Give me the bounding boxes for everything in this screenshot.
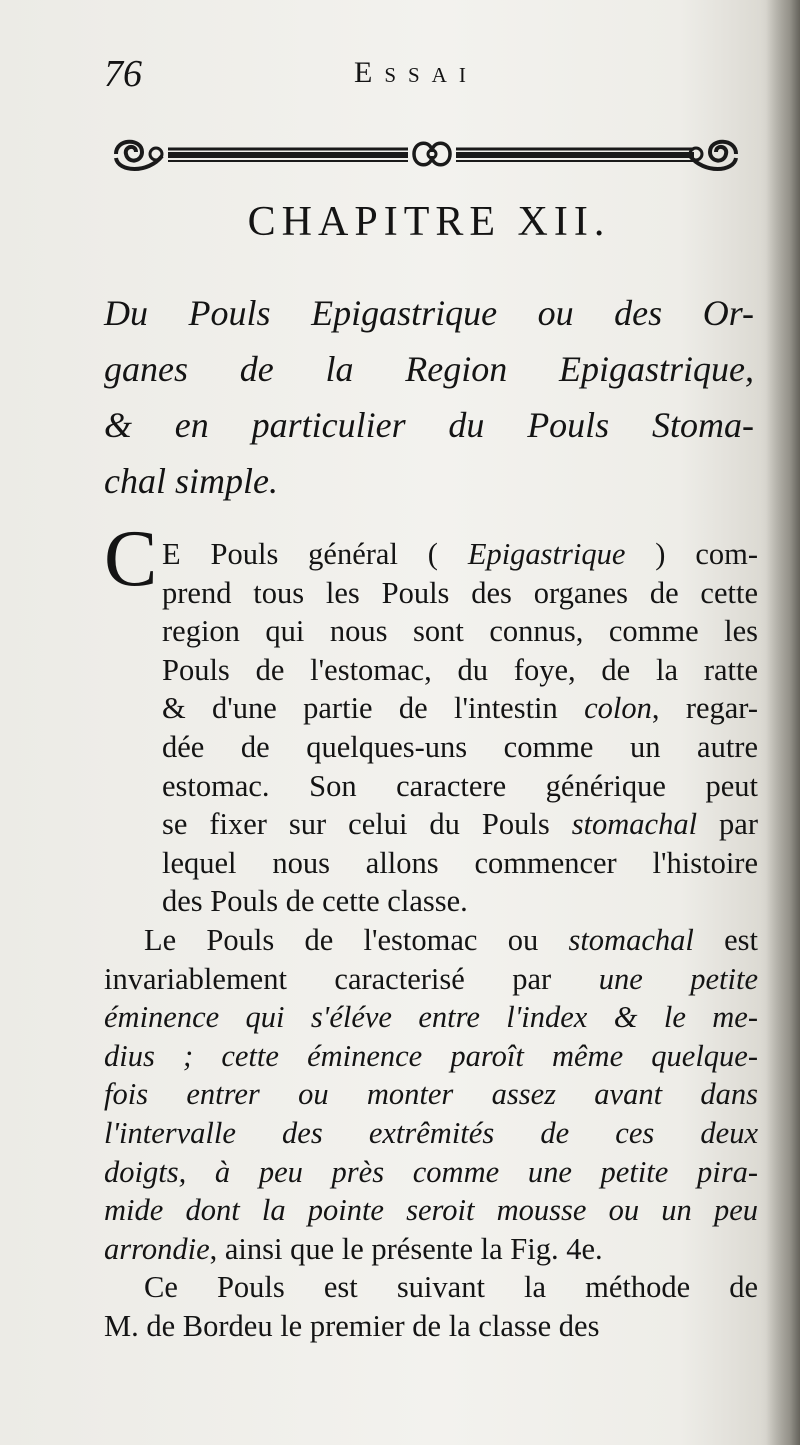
italic-run: Epigastrique bbox=[467, 537, 626, 571]
text-run: , regar- bbox=[651, 691, 759, 726]
body-text bbox=[104, 515, 759, 1345]
text-line bbox=[162, 882, 758, 921]
text-run: & d'une partie de l'intestin bbox=[162, 691, 585, 726]
italic-run: mide dont la pointe seroit mousse ou un peu bbox=[104, 1193, 758, 1228]
text-line bbox=[104, 921, 758, 960]
text-run: Le Pouls de l'estomac ou bbox=[144, 922, 569, 957]
running-title: Essai bbox=[354, 56, 478, 89]
text-run: region qui nous sont connus, comme les bbox=[162, 614, 758, 649]
italic-run: fois entrer ou monter assez avant dans bbox=[104, 1077, 758, 1112]
italic-run: stomachal bbox=[571, 807, 698, 842]
subtitle-line: chal simple. bbox=[104, 461, 278, 501]
text-line bbox=[162, 844, 758, 883]
italic-run: éminence qui s'éléve entre l'index & le me- bbox=[104, 1000, 758, 1035]
text-run: est bbox=[693, 922, 758, 957]
text-line bbox=[104, 1075, 758, 1114]
text-run: ) com- bbox=[625, 537, 758, 571]
text-line bbox=[162, 574, 758, 613]
italic-run: dius ; cette éminence paroît même quelque- bbox=[104, 1038, 758, 1073]
paragraph-3 bbox=[104, 1268, 758, 1345]
italic-run: stomachal bbox=[568, 922, 694, 957]
text-line bbox=[104, 998, 758, 1037]
text-run: Pouls de l'estomac, du foye, de la ratte bbox=[162, 652, 758, 687]
italic-run: l'intervalle des extrêmités de ces deux bbox=[104, 1115, 758, 1150]
subtitle-line: Du Pouls Epigastrique ou des Or- bbox=[104, 293, 754, 333]
text-run: invariablement caracterisé par bbox=[104, 961, 599, 996]
subtitle-line: ganes de la Region Epigastrique, bbox=[104, 349, 754, 389]
text-line bbox=[162, 535, 758, 574]
text-line bbox=[104, 1307, 758, 1346]
text-line bbox=[104, 1114, 758, 1153]
text-line bbox=[162, 728, 758, 767]
page-number: 76 bbox=[104, 53, 142, 95]
subtitle-line: & en particulier du Pouls Stoma- bbox=[104, 405, 754, 445]
chapter-subtitle bbox=[104, 285, 754, 509]
text-line bbox=[104, 1268, 758, 1307]
text-run: lequel nous allons commencer l'histoire bbox=[162, 845, 758, 880]
text-run: prend tous les Pouls des organes de cette bbox=[162, 575, 758, 610]
text-line bbox=[162, 689, 758, 728]
text-run: des Pouls de cette classe. bbox=[162, 884, 468, 919]
paragraph-2 bbox=[104, 921, 758, 1268]
text-run: dée de quelques-uns comme un autre bbox=[162, 729, 758, 764]
text-line bbox=[104, 1153, 758, 1192]
text-run: se fixer sur celui du Pouls bbox=[162, 807, 572, 842]
text-line bbox=[104, 1191, 758, 1230]
text-run: E Pouls général ( bbox=[162, 537, 468, 571]
text-run: , ainsi que le présente la Fig. 4e. bbox=[209, 1231, 603, 1266]
text-line bbox=[162, 805, 758, 844]
italic-run: arrondie bbox=[104, 1231, 210, 1266]
italic-run: colon bbox=[584, 691, 652, 726]
chapter-title: CHAPITRE XII. bbox=[247, 199, 611, 245]
text-run: M. de Bordeu le premier de la classe des bbox=[104, 1308, 600, 1343]
text-line bbox=[104, 960, 758, 999]
paragraph-1 bbox=[104, 515, 759, 921]
text-line bbox=[162, 767, 758, 806]
ornament-divider-icon bbox=[108, 132, 744, 180]
text-line bbox=[104, 1230, 758, 1269]
text-line bbox=[162, 612, 758, 651]
text-run: par bbox=[697, 807, 758, 842]
drop-cap: C bbox=[104, 515, 158, 603]
text-line bbox=[104, 1037, 758, 1076]
text-line bbox=[162, 651, 758, 690]
text-run: estomac. Son caractere générique peut bbox=[162, 768, 758, 803]
italic-run: une petite bbox=[598, 961, 758, 996]
text-run: Ce Pouls est suivant la méthode de bbox=[144, 1270, 758, 1305]
running-head bbox=[104, 52, 754, 102]
gutter-shadow bbox=[766, 0, 800, 1445]
italic-run: doigts, à peu près comme une petite pira- bbox=[104, 1154, 758, 1189]
